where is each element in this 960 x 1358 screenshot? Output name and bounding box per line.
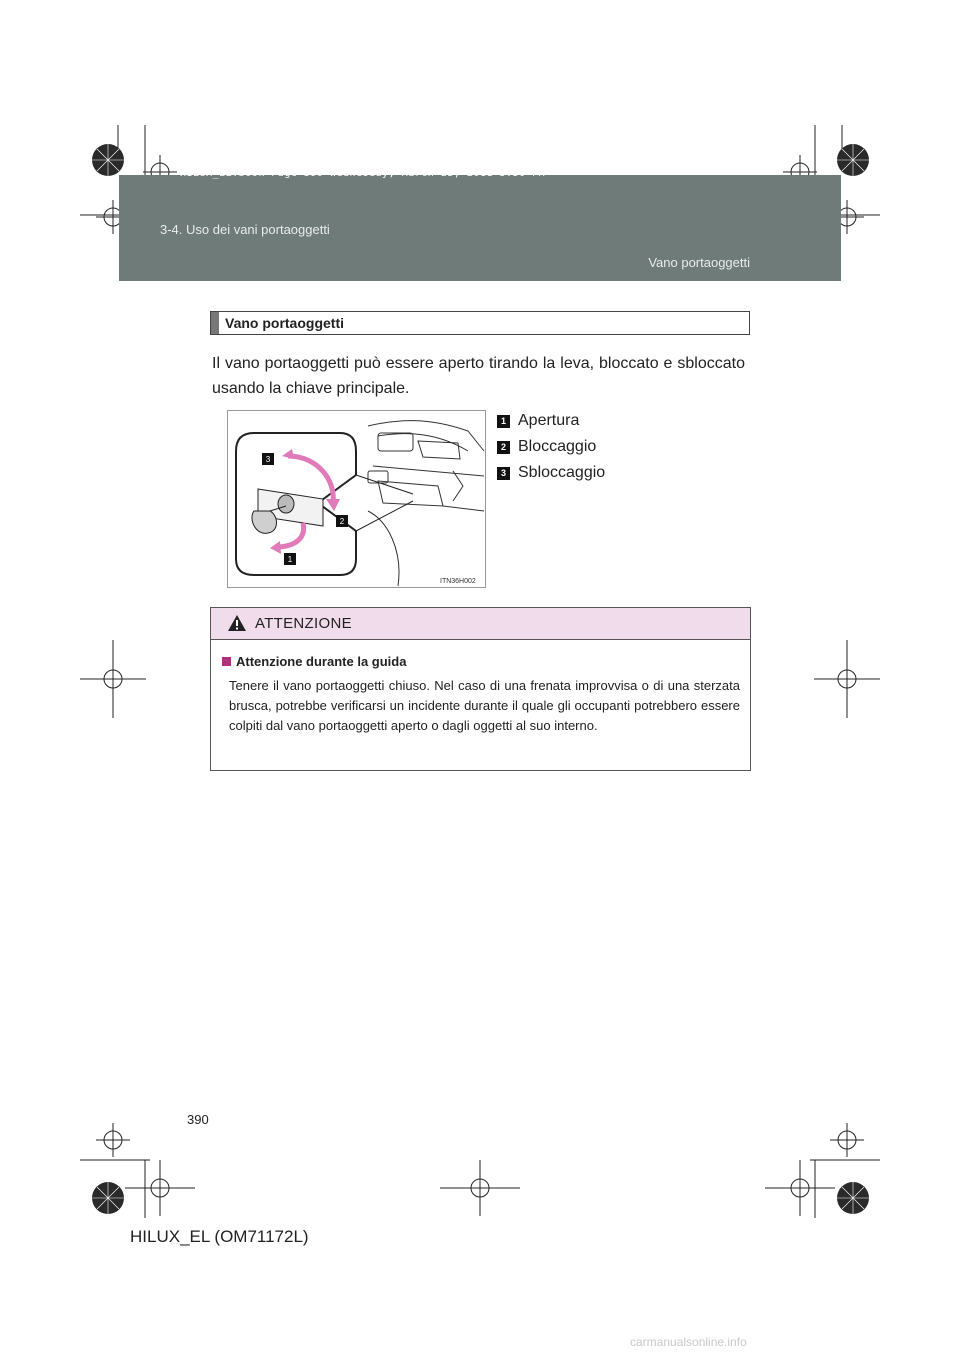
legend-label: Sbloccaggio xyxy=(518,464,606,481)
figure-code: ITN36H002 xyxy=(440,578,476,585)
book-stamp: HILUX_EL.book Page 390 Wednesday, March 23, 2011 3:30 PM xyxy=(180,168,546,179)
subtitle-accent xyxy=(211,312,219,334)
subtitle-text: Vano portaoggetti xyxy=(225,315,344,331)
page-number: 390 xyxy=(187,1112,209,1127)
number-badge: 1 xyxy=(497,415,510,428)
warning-header xyxy=(211,608,750,640)
subtitle-bar xyxy=(210,311,750,335)
bullet-square-icon xyxy=(222,657,231,666)
warning-body: Tenere il vano portaoggetti chiuso. Nel caso di una frenata improvvisa o di una sterzata brusca, potrebbe verificarsi un incidente durante il quale gli occupanti potrebbero essere colpiti dal vano portaoggetti aperto o dagli oggetti al suo interno. xyxy=(229,678,740,733)
warning-triangle-icon xyxy=(227,614,247,632)
legend-item xyxy=(497,408,605,434)
warning-subheading xyxy=(222,654,406,669)
legend xyxy=(497,408,605,486)
svg-text:2: 2 xyxy=(339,517,345,526)
watermark: carmanualsonline.info xyxy=(630,1335,747,1349)
legend-item xyxy=(497,434,605,460)
footer-code: HILUX_EL (OM71172L) xyxy=(130,1227,309,1246)
svg-text:3: 3 xyxy=(265,455,271,464)
legend-label: Apertura xyxy=(518,412,580,429)
svg-text:1: 1 xyxy=(287,555,293,564)
section-label: 3-4. Uso dei vani portaoggetti xyxy=(160,222,330,237)
section-name: Vano portaoggetti xyxy=(648,255,750,270)
legend-item xyxy=(497,460,605,486)
number-badge: 3 xyxy=(497,467,510,480)
number-badge: 2 xyxy=(497,441,510,454)
intro-paragraph: Il vano portaoggetti può essere aperto tirando la leva, bloccato e sbloccato usando la chiave principale. xyxy=(212,355,745,397)
warning-box xyxy=(210,607,751,771)
warning-title: ATTENZIONE xyxy=(255,615,352,632)
legend-label: Bloccaggio xyxy=(518,438,597,455)
warning-subheading-text: Attenzione durante la guida xyxy=(236,654,407,669)
glove-box-illustration xyxy=(227,410,486,588)
